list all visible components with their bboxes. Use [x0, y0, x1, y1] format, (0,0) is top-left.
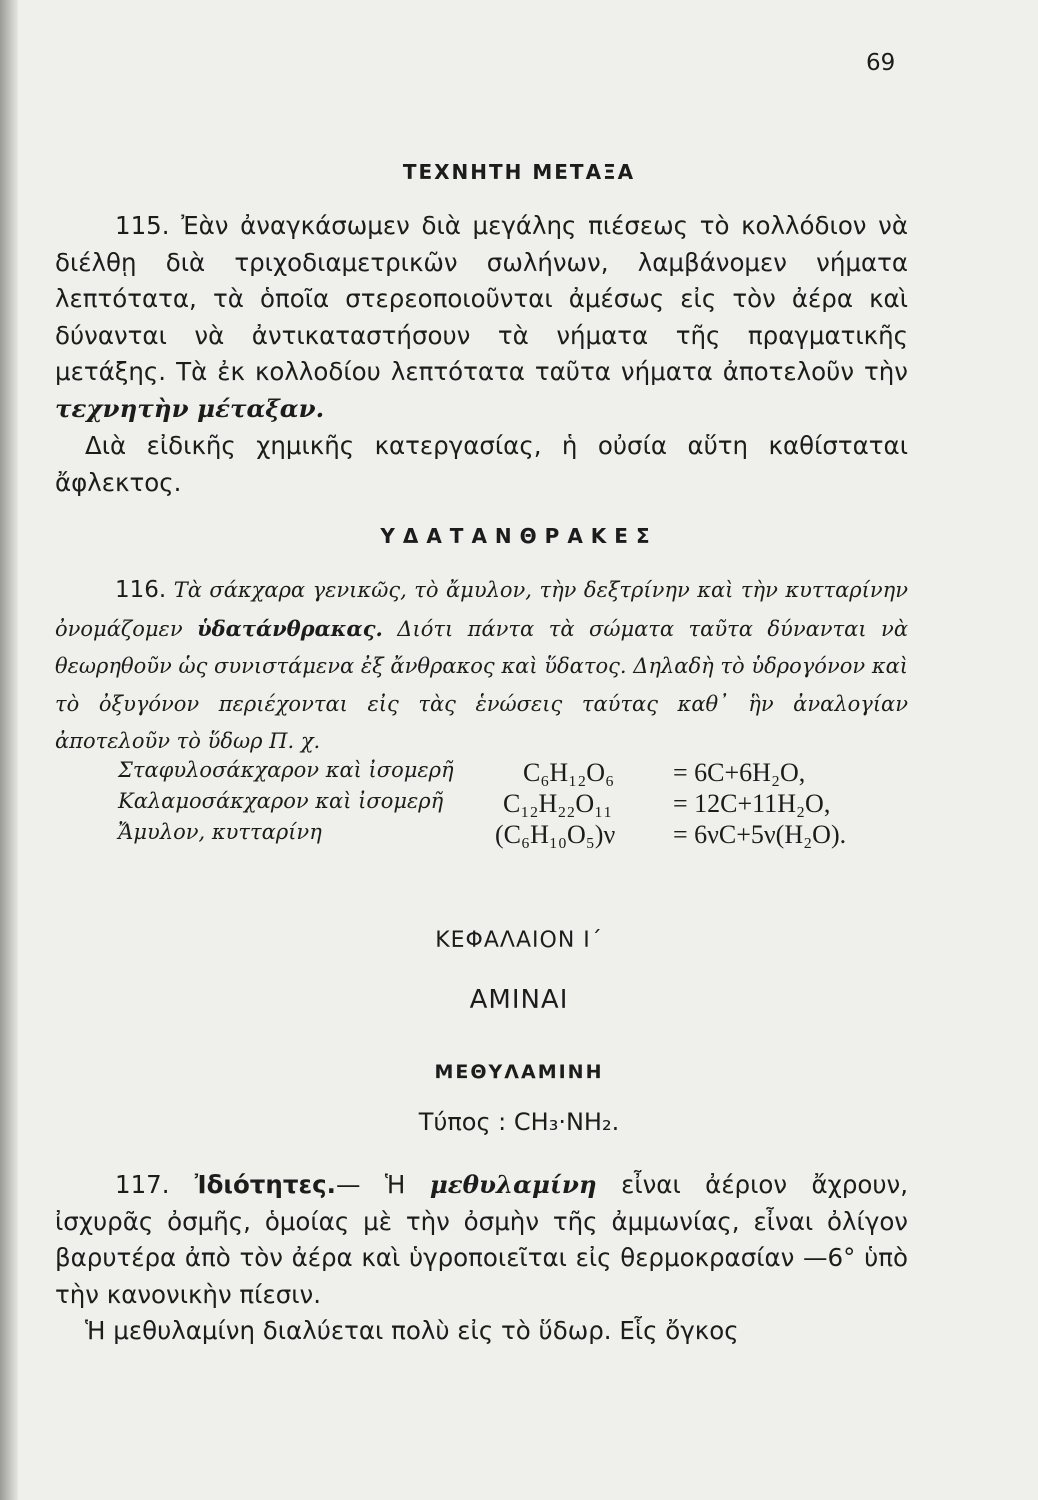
paragraph-text: — Ἡ	[335, 1170, 430, 1199]
formula-name: Ἄμυλον, κυτταρίνη	[118, 820, 322, 844]
page-number: 69	[866, 50, 896, 76]
section-number: 117.	[115, 1170, 170, 1199]
formula-row	[118, 789, 918, 823]
formula-type-line: Τύπος : CH₃·NH₂.	[418, 1108, 620, 1136]
paragraph-115-b: Διὰ εἰδικῆς χημικῆς κατεργασίας, ἡ οὐσία αὕτη καθίσταται ἄφλεκτος.	[55, 431, 908, 497]
decomposition-equation: = 6C+6H₂O,	[673, 758, 806, 787]
emphasis-term: μεθυλαμίνη	[429, 1170, 597, 1199]
chemical-formula: C₆H₁₂O₆	[523, 758, 615, 787]
heading-artificial-silk: ΤΕΧΝΗΤΗ ΜΕΤΑΞΑ	[402, 160, 636, 184]
decomposition-equation: = 12C+11H₂O,	[673, 789, 831, 818]
decomposition-equation: = 6νC+5ν(H₂O).	[673, 820, 847, 849]
heading-methylamine: ΜΕΘΥΛΑΜΙΝΗ	[434, 1061, 604, 1083]
paragraph-115	[55, 208, 908, 428]
formula-row	[118, 758, 918, 792]
emphasis-term: τεχνητὴν μέταξαν.	[55, 393, 325, 423]
paragraph-text: Τὰ σάκχαρα γενικῶς, τὸ ἄμυλον, τὴν δεξτρίνην καὶ τὴν κυτταρίνην ὀνομάζομεν	[55, 578, 908, 641]
chapter-label: ΚΕΦΑΛΑΙΟΝ Ι΄	[435, 928, 603, 953]
chemical-formula: C₁₂H₂₂O₁₁	[503, 789, 613, 818]
formula-name: Καλαμοσάκχαρον καὶ ἰσομερῆ	[118, 789, 444, 813]
paragraph-117-b: Ἡ μεθυλαμίνη διαλύεται πολὺ εἰς τὸ ὕδωρ. Εἷς ὄγκος	[85, 1316, 739, 1345]
paragraph-117	[55, 1167, 908, 1313]
section-title: Ἰδιότητες.	[169, 1170, 336, 1199]
paragraph-text: Ἐὰν ἀναγκάσωμεν διὰ μεγάλης πιέσεως τὸ κολλόδιον νὰ διέλθῃ διὰ τριχοδιαμετρικῶν σωλήνων, λαμβάνομεν νήματα λεπτότατα, τὰ ὁποῖα στερεοποιοῦνται ἀμέσως εἰς τὸν ἀέρα καὶ δύνανται νὰ ἀντικαταστήσουν τὰ νήματα τῆς πραγματικῆς μετάξης. Τὰ ἐκ κολλοδίου λεπτότατα ταῦτα νήματα ἀποτελοῦν τὴν	[55, 211, 908, 387]
chapter-title: ΑΜΙΝΑΙ	[469, 985, 569, 1015]
heading-carbohydrates: ΥΔΑΤΑΝΘΡΑΚΕΣ	[380, 524, 658, 548]
section-number: 115.	[115, 211, 170, 240]
emphasis-term: ὑδατάνθρακας.	[197, 615, 383, 641]
formula-name: Σταφυλοσάκχαρον καὶ ἰσομερῆ	[118, 758, 454, 782]
formula-row	[118, 820, 918, 854]
section-number: 116.	[115, 577, 167, 603]
paragraph-116	[55, 572, 908, 761]
paragraph-text: Διότι πάντα τὰ σώματα ταῦτα δύνανται νὰ θεωρηθοῦν ὡς συνιστάμενα ἐξ ἄνθρακος καὶ ὕδατος. Δηλαδὴ τὸ ὑδρογόνον καὶ τὸ ὀξυγόνον περιέχονται εἰς τὰς ἑνώσεις ταύτας καθ᾽ ἣν ἀναλογίαν ἀποτελοῦν τὸ ὕδωρ Π. χ.	[55, 616, 908, 753]
chemical-formula: (C₆H₁₀O₅)ν	[495, 820, 616, 849]
page-binding-edge	[0, 0, 18, 1500]
paragraph-text: εἶναι ἀέριον ἄχρουν, ἰσχυρᾶς ὀσμῆς, ὁμοίας μὲ τὴν ὀσμὴν τῆς ἀμμωνίας, εἶναι ὀλίγον βαρυτέρα ἀπὸ τὸν ἀέρα καὶ ὑγροποιεῖται εἰς θερμοκρασίαν —6° ὑπὸ τὴν κανονικὴν πίεσιν.	[55, 1170, 909, 1309]
